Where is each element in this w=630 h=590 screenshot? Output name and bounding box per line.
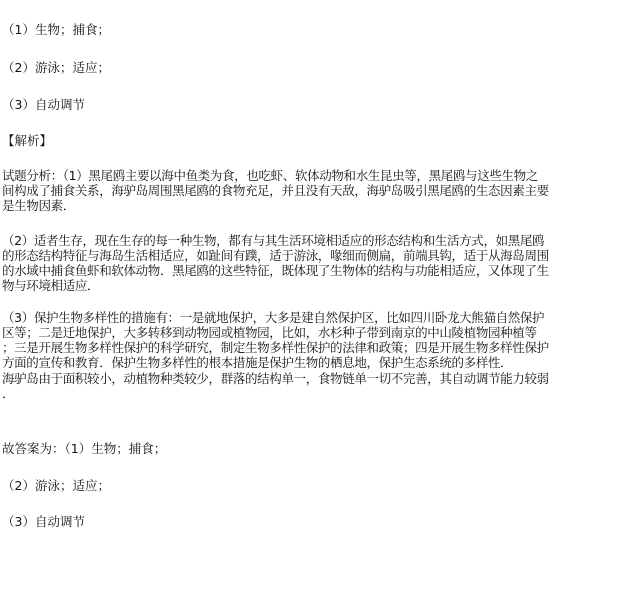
paragraph-line: ．: [2, 386, 15, 401]
analysis-paragraph-2: [2, 233, 630, 293]
paragraph-line: 的形态结构特征与海岛生活相适应，如趾间有蹼，适于游泳，喙细而侧扁，前端具钩，适于从海岛周围: [2, 248, 549, 263]
analysis-paragraph-4: [2, 371, 630, 401]
answer-line-2: （2）游泳；适应；: [2, 60, 110, 75]
answer-bottom-line-3: （3）自动调节: [2, 514, 85, 529]
paragraph-line: 是生物因素．: [2, 198, 75, 213]
analysis-paragraph-3: [2, 310, 630, 370]
paragraph-line: 的水域中捕食鱼虾和软体动物．黑尾鸥的这些特征，既体现了生物体的结构与功能相适应，又体现了生: [2, 263, 549, 278]
paragraph-line: 试题分析：（1）黑尾鸥主要以海中鱼类为食，也吃虾、软体动物和水生昆虫等，黑尾鸥与这些生物之: [2, 168, 538, 183]
answer-line-1: （1）生物；捕食；: [2, 22, 110, 37]
paragraph-line: 物与环境相适应．: [2, 278, 100, 293]
answer-bottom-line-2: （2）游泳；适应；: [2, 478, 110, 493]
paragraph-line: 间构成了捕食关系，海驴岛周围黑尾鸥的食物充足，并且没有天敌，海驴岛吸引黑尾鸥的生态因素主要: [2, 183, 549, 198]
analysis-paragraph-1: [2, 168, 630, 213]
paragraph-line: 方面的宣传和教育．保护生物多样性的根本措施是保护生物的栖息地，保护生态系统的多样性．: [2, 355, 513, 370]
paragraph-line: （2）适者生存，现在生存的每一种生物，都有与其生活环境相适应的形态结构和生活方式，如黑尾鸥: [2, 233, 545, 248]
paragraph-line: 海驴岛由于面积较小，动植物种类较少，群落的结构单一，食物链单一切不完善，其自动调节能力较弱: [2, 371, 549, 386]
conclusion-line: 故答案为：（1）生物；捕食；: [2, 441, 167, 456]
paragraph-line: （3）保护生物多样性的措施有：一是就地保护，大多是建自然保护区，比如四川卧龙大熊猫自然保护: [2, 310, 545, 325]
analysis-heading: 【解析】: [2, 133, 53, 148]
paragraph-line: 区等；二是迁地保护，大多转移到动物园或植物园，比如，水杉种子带到南京的中山陵植物园种植等: [2, 325, 537, 340]
answer-line-3: （3）自动调节: [2, 97, 85, 112]
paragraph-line: ；三是开展生物多样性保护的科学研究，制定生物多样性保护的法律和政策；四是开展生物多样性保护: [2, 340, 549, 355]
